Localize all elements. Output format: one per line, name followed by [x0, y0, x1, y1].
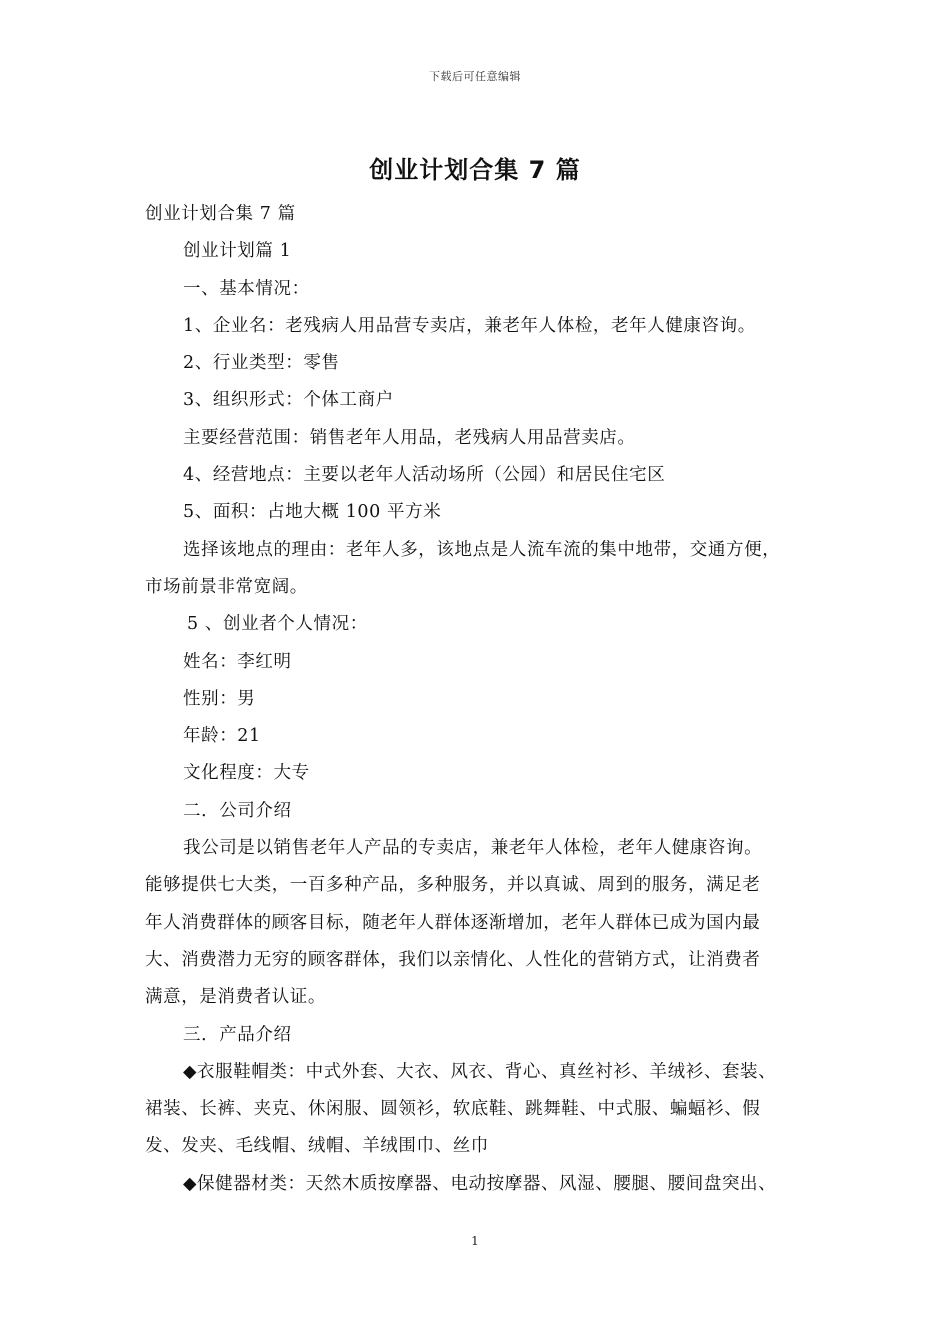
paragraph-line: 性别：男: [183, 688, 256, 709]
section-heading: 5 、创业者个人情况：: [187, 614, 368, 635]
section-heading: 创业计划篇 1: [183, 241, 292, 262]
paragraph-line: 市场前景非常宽阔。: [145, 576, 308, 597]
paragraph-line: 主要经营范围：销售老年人用品，老残病人用品营卖店。: [183, 427, 636, 448]
subtitle-line: 创业计划合集 7 篇: [145, 204, 296, 224]
paragraph-line: 1、企业名：老残病人用品营专卖店，兼老年人体检，老年人健康咨询。: [183, 315, 756, 336]
section-heading: 二．公司介绍: [183, 800, 292, 821]
paragraph-line: 我公司是以销售老年人产品的专卖店，兼老年人体检，老年人健康咨询。: [183, 838, 763, 859]
paragraph-line: 年人消费群体的顾客目标，随老年人群体逐渐增加，老年人群体已成为国内最: [145, 912, 761, 933]
paragraph-line: 裙装、长裤、夹克、休闲服、圆领衫，软底鞋、跳舞鞋、中式服、蝙蝠衫、假: [145, 1099, 761, 1120]
paragraph-line: 姓名：李红明: [183, 651, 292, 672]
paragraph-line: 5、面积：占地大概 100 平方米: [183, 502, 442, 523]
document-title: 创业计划合集 7 篇: [369, 156, 581, 184]
page-header: 下载后可任意编辑: [429, 70, 521, 83]
paragraph-line: 年龄：21: [183, 726, 261, 747]
paragraph-line: 3、组织形式：个体工商户: [183, 390, 394, 411]
paragraph-line: 大、消费潜力无穷的顾客群体，我们以亲情化、人性化的营销方式，让消费者: [145, 949, 761, 970]
section-heading: 一、基本情况：: [183, 278, 310, 299]
paragraph-line: ◆衣服鞋帽类：中式外套、大衣、风衣、背心、真丝衬衫、羊绒衫、套装、: [183, 1061, 777, 1082]
page-number: 1: [471, 1234, 479, 1248]
paragraph-line: 满意，是消费者认证。: [145, 987, 326, 1008]
paragraph-line: 2、行业类型：零售: [183, 353, 340, 374]
paragraph-line: ◆保健器材类：天然木质按摩器、电动按摩器、风湿、腰腿、腰间盘突出、: [183, 1173, 777, 1194]
paragraph-line: 文化程度：大专: [183, 763, 310, 784]
paragraph-line: 能够提供七大类，一百多种产品，多种服务，并以真诚、周到的服务，满足老: [145, 875, 761, 896]
section-heading: 三．产品介绍: [183, 1024, 292, 1045]
paragraph-line: 4、经营地点：主要以老年人活动场所（公园）和居民住宅区: [183, 465, 666, 486]
paragraph-line: 发、发夹、毛线帽、绒帽、羊绒围巾、丝巾: [145, 1136, 489, 1157]
document-body: [145, 196, 825, 1203]
paragraph-line: 选择该地点的理由：老年人多，该地点是人流车流的集中地带，交通方便，: [183, 539, 781, 560]
